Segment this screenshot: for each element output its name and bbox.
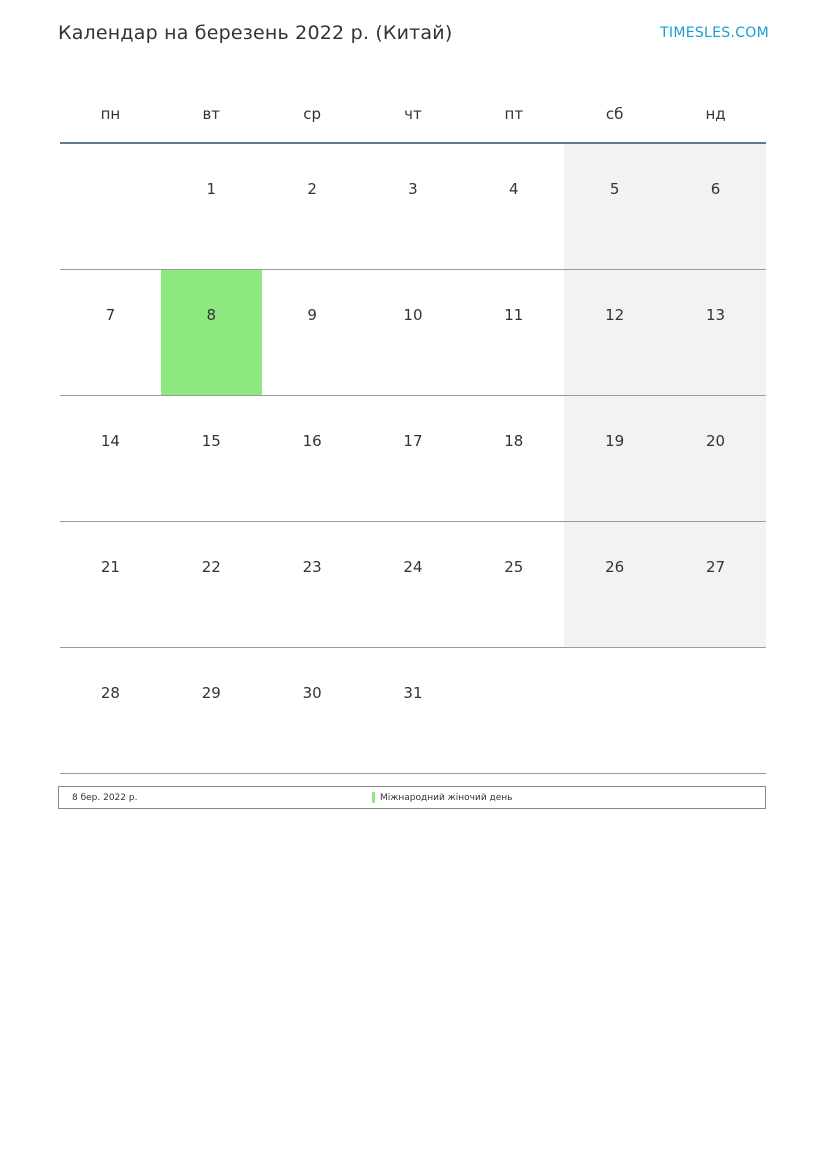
day-cell[interactable] xyxy=(363,143,464,270)
weekday-sun: нд xyxy=(665,86,766,143)
day-cell[interactable] xyxy=(161,522,262,648)
day-number: 2 xyxy=(307,180,317,198)
day-number: 11 xyxy=(504,306,524,324)
day-number: 27 xyxy=(665,522,766,647)
day-cell[interactable] xyxy=(463,396,564,522)
day-number xyxy=(665,648,766,773)
day-number: 1 xyxy=(206,180,217,198)
legend-bar xyxy=(58,786,766,809)
page-header xyxy=(58,18,769,48)
day-number: 28 xyxy=(100,684,120,702)
day-cell-empty xyxy=(463,648,564,774)
day-number: 8 xyxy=(161,270,262,395)
day-number: 25 xyxy=(504,558,524,576)
calendar-table xyxy=(60,86,766,774)
day-cell-empty xyxy=(665,648,766,774)
calendar-body xyxy=(60,143,766,774)
day-number: 21 xyxy=(100,558,120,576)
day-cell-holiday[interactable] xyxy=(161,270,262,396)
day-cell[interactable] xyxy=(363,396,464,522)
day-cell[interactable] xyxy=(262,648,363,774)
day-number: 24 xyxy=(403,558,423,576)
day-cell-weekend[interactable] xyxy=(665,143,766,270)
day-number: 9 xyxy=(307,306,317,324)
legend-date: 8 бер. 2022 р. xyxy=(72,792,138,803)
day-number: 30 xyxy=(302,684,322,702)
day-number xyxy=(60,144,161,269)
day-cell[interactable] xyxy=(463,522,564,648)
day-number xyxy=(463,648,564,773)
holiday-color-swatch-icon xyxy=(372,792,375,803)
legend-entry xyxy=(372,792,512,803)
day-cell[interactable] xyxy=(363,522,464,648)
day-cell[interactable] xyxy=(60,270,161,396)
page-title: Календар на березень 2022 р. (Китай) xyxy=(58,22,453,44)
day-number: 18 xyxy=(504,432,524,450)
day-cell[interactable] xyxy=(161,648,262,774)
day-cell-weekend[interactable] xyxy=(665,270,766,396)
day-number: 17 xyxy=(403,432,423,450)
weekday-row xyxy=(60,86,766,143)
day-cell-empty xyxy=(60,143,161,270)
day-cell-weekend[interactable] xyxy=(665,396,766,522)
day-cell[interactable] xyxy=(363,648,464,774)
day-number: 22 xyxy=(201,558,221,576)
legend-event-label: Міжнародний жіночий день xyxy=(380,792,513,803)
day-cell[interactable] xyxy=(161,143,262,270)
day-cell[interactable] xyxy=(463,270,564,396)
calendar-week-row xyxy=(60,396,766,522)
day-number: 5 xyxy=(564,144,665,269)
day-number: 10 xyxy=(403,306,423,324)
day-number: 16 xyxy=(302,432,322,450)
day-cell[interactable] xyxy=(262,396,363,522)
weekday-tue: вт xyxy=(161,86,262,143)
day-number: 13 xyxy=(665,270,766,395)
day-cell[interactable] xyxy=(60,522,161,648)
day-number xyxy=(564,648,665,773)
day-cell[interactable] xyxy=(463,143,564,270)
calendar-week-row xyxy=(60,648,766,774)
calendar-week-row xyxy=(60,143,766,270)
day-cell-weekend[interactable] xyxy=(564,270,665,396)
day-number: 14 xyxy=(100,432,120,450)
day-cell[interactable] xyxy=(262,143,363,270)
weekday-fri: пт xyxy=(463,86,564,143)
day-number: 19 xyxy=(564,396,665,521)
day-number: 3 xyxy=(408,180,418,198)
weekday-sat: сб xyxy=(564,86,665,143)
calendar-grid xyxy=(60,86,766,774)
day-number: 7 xyxy=(105,306,116,324)
day-cell[interactable] xyxy=(262,270,363,396)
day-cell-weekend[interactable] xyxy=(564,143,665,270)
day-cell[interactable] xyxy=(262,522,363,648)
site-brand-link[interactable]: TIMESLES.COM xyxy=(660,25,769,41)
weekday-mon: пн xyxy=(60,86,161,143)
day-number: 6 xyxy=(665,144,766,269)
day-number: 23 xyxy=(302,558,322,576)
calendar-week-row xyxy=(60,522,766,648)
day-cell[interactable] xyxy=(363,270,464,396)
day-cell-empty xyxy=(564,648,665,774)
day-number: 15 xyxy=(201,432,221,450)
day-number: 26 xyxy=(564,522,665,647)
day-number: 4 xyxy=(509,180,519,198)
calendar-weekday-header xyxy=(60,86,766,143)
weekday-wed: ср xyxy=(262,86,363,143)
day-number: 31 xyxy=(403,684,423,702)
weekday-thu: чт xyxy=(363,86,464,143)
day-cell-weekend[interactable] xyxy=(564,396,665,522)
day-cell[interactable] xyxy=(161,396,262,522)
day-number: 29 xyxy=(201,684,221,702)
day-cell[interactable] xyxy=(60,396,161,522)
day-number: 20 xyxy=(665,396,766,521)
day-cell[interactable] xyxy=(60,648,161,774)
day-cell-weekend[interactable] xyxy=(564,522,665,648)
day-cell-weekend[interactable] xyxy=(665,522,766,648)
day-number: 12 xyxy=(564,270,665,395)
calendar-week-row xyxy=(60,270,766,396)
